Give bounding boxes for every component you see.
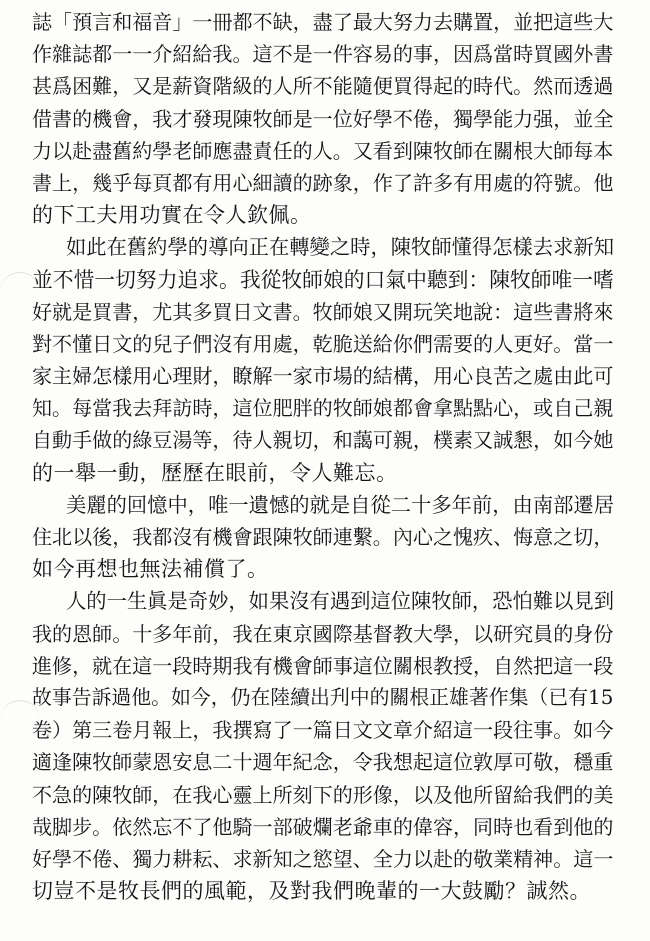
text-line: 故事告訴過他。如今，仍在陸續出刋中的關根正雄著作集（已有15: [32, 685, 614, 709]
text-line: 對不懂日文的兒子們沒有用處，乾脆送給你們需要的人更好。當一: [32, 331, 614, 356]
paragraph: [32, 585, 628, 907]
text-line: 人的一生眞是奇妙，如果沒有遇到這位陳牧師，恐怕難以見到: [66, 589, 615, 614]
text-line: 知。每當我去拜訪時，這位肥胖的牧師娘都會拿點點心，或自己親: [32, 396, 614, 421]
text-line: 切豈不是牧長們的風範，及對我們晚輩的一大鼓勵？誠然。: [32, 879, 591, 904]
text-line: 如今再想也無法補償了。: [32, 557, 269, 582]
text-line: 的下工夫用功實在令人欽佩。: [32, 203, 312, 228]
text-line: 不急的陳牧師，在我心靈上所刻下的形像，以及他所留給我們的美: [32, 782, 614, 807]
text-line: 美麗的回憶中，唯一遺憾的就是自從二十多年前，由南部遷居: [66, 492, 615, 517]
text-line: 家主婦怎樣用心理財，瞭解一家市場的結構，用心良苦之處由此可: [32, 364, 614, 389]
text-line: 好學不倦、獨力耕耘、求新知之慾望、全力以赴的敬業精神。這一: [32, 846, 614, 871]
text-line: 進修，就在這一段時期我有機會師事這位關根教授，自然把這一段: [32, 653, 614, 678]
text-line: 書上，幾乎每頁都有用心細讀的跡象，作了許多有用處的符號。他: [32, 170, 614, 195]
text-line: 卷）第三卷月報上，我撰寫了一篇日文文章介紹這一段往事。如今: [32, 718, 614, 743]
body-text: [32, 6, 628, 907]
paragraph: [32, 231, 628, 489]
text-line: 誌「預言和福音」一冊都不缺，盡了最大努力去購置，並把這些大: [32, 10, 614, 34]
paragraph: [32, 6, 628, 231]
text-line: 適逢陳牧師蒙恩安息二十週年紀念，令我想起這位敦厚可敬，穩重: [32, 750, 614, 775]
text-line: 借書的機會，我才發現陳牧師是一位好學不倦，獨學能力强，並全: [32, 106, 614, 131]
text-line: 如此在舊約學的導向正在轉變之時，陳牧師懂得怎樣去求新知: [66, 235, 615, 260]
text-line: 我的恩師。十多年前，我在東京國際基督教大學，以研究員的身份: [32, 621, 614, 646]
text-line: 力以赴盡舊約學老師應盡責任的人。又看到陳牧師在關根大師每本: [32, 138, 614, 163]
text-line: 哉脚步。依然忘不了他騎一部破爛老爺車的偉容，同時也看到他的: [32, 814, 614, 839]
text-line: 作雜誌都一一介紹給我。這不是一件容易的事，因爲當時買國外書: [32, 42, 614, 67]
paragraph: [32, 489, 628, 586]
text-line: 住北以後，我都沒有機會跟陳牧師連繫。內心之愧疚、悔意之切，: [32, 525, 614, 549]
text-line: 自動手做的綠豆湯等，待人親切，和藹可親，樸素又誠懇，如今她: [32, 428, 614, 453]
text-line: 好就是買書，尤其多買日文書。牧師娘又開玩笑地說：這些書將來: [32, 299, 614, 324]
text-line: 並不惜一切努力追求。我從牧師娘的口氣中聽到：陳牧師唯一嗜: [32, 267, 614, 292]
text-line: 甚爲困難，又是薪資階級的人所不能隨便買得起的時代。然而透過: [32, 74, 614, 99]
text-line: 的一舉一動，歷歷在眼前，令人難忘。: [32, 460, 398, 485]
